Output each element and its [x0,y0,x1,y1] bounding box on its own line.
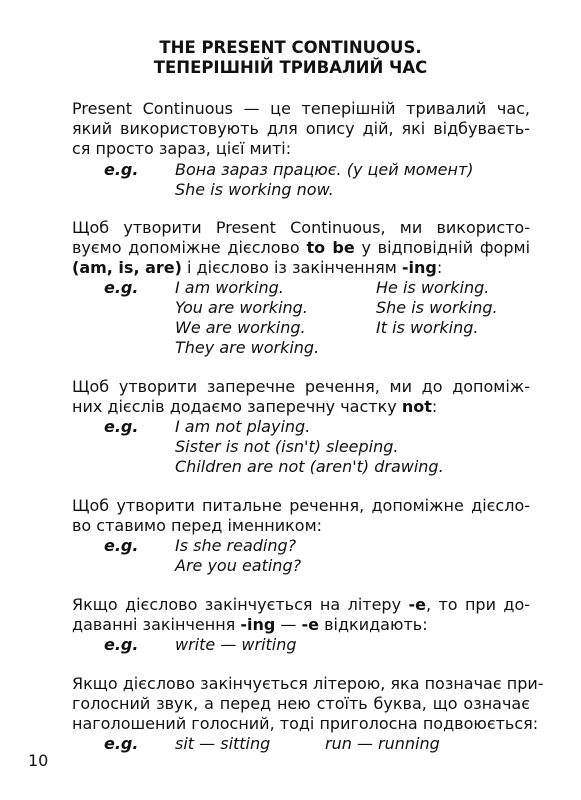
formation-paragraph: Щоб утворити Present Continuous, ми використо- вуємо допоміжне дієслово to be у відповідній формі (am, is, are) і дієслово із закінченням -ing: [72,218,531,277]
example-text: She is working. [376,298,498,317]
example-text: I am working. [175,278,284,297]
example-text: I am not playing. [175,417,311,436]
example-text: He is working. [376,278,490,297]
definition-paragraph: Present Continuous — це теперішній тривалий час, який використовують для опису дій, які відбуваєть- ся просто зараз, цієї миті: [72,99,530,158]
question-paragraph: Щоб утворити питальне речення, допоміжне дієсло- во ставимо перед іменником: [72,496,530,535]
example-text: Sister is not (isn't) sleeping. [175,437,399,456]
example-text: Is she reading? [175,536,297,555]
example-text: write — writing [175,635,297,654]
eg-label: e.g. [104,635,139,654]
title-line-1: THE PRESENT CONTINUOUS. [159,38,422,57]
eg-label: e.g. [104,536,139,555]
title-line-2: ТЕПЕРІШНІЙ ТРИВАЛИЙ ЧАС [153,58,428,77]
eg-label: e.g. [104,160,139,179]
example-text: They are working. [175,338,320,357]
example-text: Вона зараз працює. (у цей момент) [175,160,474,179]
example-text: run — running [325,734,440,753]
example-text: sit — sitting [175,734,271,753]
example-text: She is working now. [175,180,334,199]
example-text: We are working. [175,318,306,337]
double-consonant-paragraph: Якщо дієслово закінчується літерою, яка позначає при- голосний звук, а перед нею стоїть буква, що означає наголошений голосний, тоді приголосна подвоюється: [72,674,544,733]
negative-paragraph: Щоб утворити заперечне речення, ми до допоміж- них дієслів додаємо заперечну частку not: [72,377,530,416]
example-text: Children are not (aren't) drawing. [175,457,444,476]
page-number: 10 [28,751,49,770]
eg-label: e.g. [104,734,139,753]
example-text: Are you eating? [175,556,302,575]
example-text: You are working. [175,298,308,317]
drop-e-paragraph: Якщо дієслово закінчується на літеру -е, то при до- даванні закінчення -ing — -е відкидають: [72,595,531,634]
eg-label: e.g. [104,278,139,297]
example-text: It is working. [376,318,479,337]
eg-label: e.g. [104,417,139,436]
